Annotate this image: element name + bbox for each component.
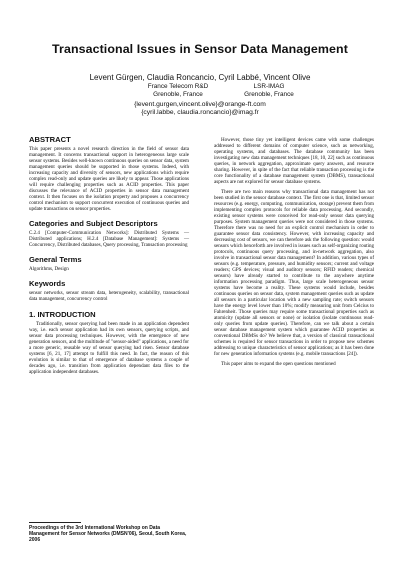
right-column xyxy=(214,137,374,371)
email-line-1: {levent.gurgen,vincent.olive}@orange-ft.com xyxy=(134,101,266,108)
abstract-heading: ABSTRACT xyxy=(29,135,71,144)
right-paragraph-3: This paper aims to expand the open questions mentioned xyxy=(221,361,336,367)
general-terms-text: Algorithms, Design xyxy=(29,266,69,272)
proceedings-note xyxy=(29,522,189,543)
authors: Levent Gürgen, Claudia Roncancio, Cyril Labbé, Vincent Olive xyxy=(89,73,311,82)
right-paragraph-1: However, those tiny yet intelligent devices came with some challenges addressed to different domains of computer science, such as networking, operating systems, and databases. The database community has been investigating new data management techniques [18, 10, 22] such as continuous queries, in network aggregation, approximate query answers, and resource sharing. However, in spite of the fact that reliable transaction processing is the core functionality of a database management system (DBMS), transactional aspects are not explored for sensor database systems. xyxy=(214,137,374,185)
general-terms-heading: General Terms xyxy=(29,255,82,264)
affiliation-1-org: France Telecom R&D xyxy=(147,83,209,90)
introduction-heading: 1. INTRODUCTION xyxy=(29,310,96,319)
keywords-heading: Keywords xyxy=(29,279,66,288)
affiliation-2-org: LSR-IMAG xyxy=(253,83,285,90)
affiliation-1-city: Grenoble, France xyxy=(153,91,203,99)
keywords-text: sensor networks, sensor stream data, heterogeneity, scalability, transactional data management, concurrency control xyxy=(29,290,189,302)
proceedings-text: Proceedings of the 3rd International Workshop on Data Management for Sensor Networks (DMSN'06), Seoul, South Korea, 2006 xyxy=(29,524,187,543)
footnote-rule xyxy=(29,522,81,523)
abstract-text: This paper presents a novel research direction in the field of sensor data management. It concerns transactional support in heterogeneous large scale sensor systems. Besides well-known continuous queries on sensor data, system management queries should be supported in those systems. Indeed, with increasing capacity and diversity of sensors, new applications which require complex read-only and update queries are likely to appear. Those applications will require challenging properties such as ACID properties. This paper discusses the relevance of ACID properties in sensor data management context. It then focuses on the isolation property and proposes a concurrency control mechanism to support concurrent execution of continuous queries and update transactions on sensor properties. xyxy=(29,146,189,212)
email-line-2: {cyril.labbe, claudia.roncancio}@imag.fr xyxy=(141,109,259,117)
left-column xyxy=(29,137,189,379)
categories-heading: Categories and Subject Descriptors xyxy=(29,219,158,228)
paper-title: Transactional Issues in Sensor Data Management xyxy=(52,42,348,56)
affiliation-1 xyxy=(128,83,228,99)
affiliation-2-city: Grenoble, France xyxy=(244,91,294,99)
affiliation-2 xyxy=(236,83,302,99)
categories-text: C.2.4 [Computer-Communication Networks]: Distributed Systems — Distributed applications; H.2.4 [Database Management]: Systems — Concurrency, Distributed databases, Query processing, Transaction processing xyxy=(29,230,189,248)
right-paragraph-2: There are two main reasons why transactional data management has not been studied in the sensor database context. The first one is that, limited sensor resources (e.g. energy, computing, communication, storage) prevent them from implementing complex protocols for reliable data processing. And secondly, existing sensor systems were conceived for read-only sensor data querying purposes. System management queries were not considered in those systems. Therefore there was no need for an explicit control mechanism in order to guarantee sensor data consistency. However, with increasing capacity and decreasing cost of sensors, we can therefore ask the following question: would sensors which henceforth are involved in issues such as self-organizing routing protocols, continuous query processing, and in-network aggregation, also involve in transactional sensor data management? In addition, various types of sensors (e.g. temperature, pressure, and humidity sensors; current and voltage readers; GPS devices; visual and auditory sensors; RFID readers; chemical sensors) have already started to contribute to the anywhere anytime information processing paradigm. Thus, large scale heterogeneous sensor systems have become a reality. These systems would include, besides continuous queries on sensor data, system management queries such as update all sensors in a particular location with a new sampling rate; switch sensors have the energy level lower than 10%; modify measuring unit from Celcius to Fahrenheit. Those queries may require some transactional properties such as atomicity (update all sensors or none) or isolation (isolate continuous read-only queries from update queries). Therefore, can we talk about a certain sensor database management system which guarantee ACID properties as conventional DBMSs do? We believe that, a version of classical transactional schemes is required for sensor transactions in order to propose new schemes addressing to unique characteristics of sensor applications; as it has been done for new generation information systems (e.g. mobile transactions [24]). xyxy=(214,189,374,357)
author-emails xyxy=(0,101,400,118)
introduction-text: Traditionally, sensor querying had been made in an application dependent way, i.e. each sensor application had its own sensors, querying scripts, and sensor data processing techniques. However, with the emergence of new generation sensors, and the multitude of "sensor-aided" applications, a need for a more generic, reusable way of sensor querying had risen. Sensor database systems [6, 21, 17] attempt to fulfill this need. In fact, the reason of this evolution is similar to that of emergence of database systems a couple of decades ago, i.e. transition from application dependant data files to the application independent databases. xyxy=(29,321,189,375)
